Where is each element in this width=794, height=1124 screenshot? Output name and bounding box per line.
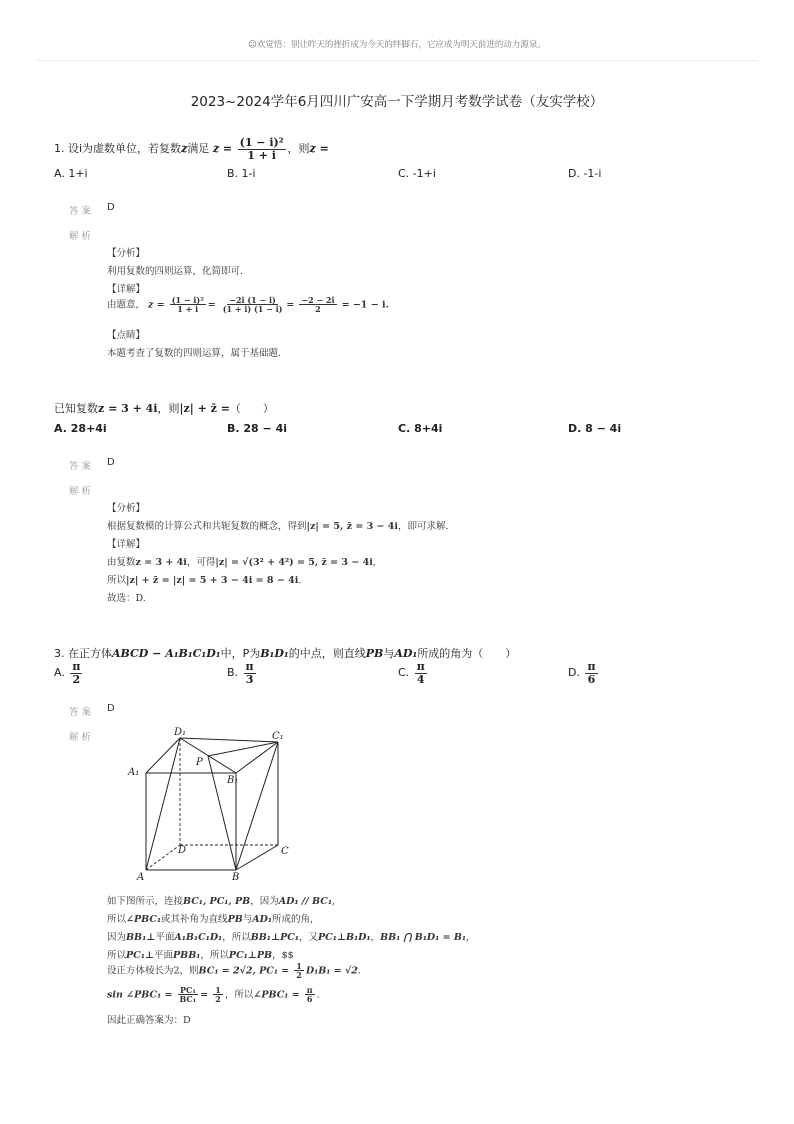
q3-analysis-label: 解析 (69, 732, 95, 743)
q2-detail-line-3: 故选：D. (107, 593, 146, 604)
q2-detail-line-1: 由复数z = 3 + 4i，可得|z| = √(3² + 4²) = 5, z̄ = 3 − 4i, (107, 557, 376, 568)
q2-analysis-label: 解析 (69, 486, 95, 497)
q1-detail-frac-1: $\frac{\text{(1 − i)²}}{1 + i}$ (171, 295, 204, 315)
q2-answer-label: 答案 (69, 461, 95, 472)
cube-figure (120, 725, 300, 885)
label-b1: B₁ (227, 775, 239, 786)
q3-option-b[interactable]: B. $\frac{\pi}{3}$ (227, 660, 254, 686)
q1-tag-analysis: 【分析】 (107, 248, 146, 259)
q3-detail-line-6: sin ∠PBC₁ = $\frac{\text{PC₁}}{\text{BC₁}}$ = $\frac{1}{2}$ ，所以∠PBC₁ = $\frac{\pi}{6}$ . (107, 985, 320, 1005)
label-a1: A₁ (128, 767, 140, 778)
q1-tag-detail: 【详解】 (107, 284, 146, 295)
q3-detail-line-3: 因为BB₁⊥平面A₁B₁C₁D₁，所以BB₁⊥PC₁，又PC₁⊥B₁D₁，BB₁ ⋂ B₁D₁ = B₁, (107, 932, 470, 943)
q1-detail-frac-3: $\frac{-2 - 2i}{2}$ (301, 295, 335, 315)
header-divider (36, 60, 758, 61)
q2-answer: D (107, 457, 115, 468)
q1-option-a[interactable]: A. 1+i (54, 167, 88, 180)
q3-sin-value-frac: $\frac{1}{2}$ (215, 985, 221, 1005)
q2-detail-line-2: 所以|z| + z̄ = |z| = 5 + 3 − 4i = 8 − 4i. (107, 575, 302, 586)
q1-stem: 1. 设i为虚数单位，若复数z满足 z = $\frac{\text{(1 − i)²}}{1 + i}$ ，则z = (54, 136, 329, 162)
q3-detail-line-5: 设正方体棱长为2，则BC₁ = 2√2, PC₁ = $\frac{1}{2}$ D₁B₁ = √2. (107, 961, 361, 981)
q1-analysis-text: 利用复数的四则运算，化简即可. (107, 266, 244, 277)
q1-answer: D (107, 202, 115, 213)
q2-analysis-text: 根据复数模的计算公式和共轭复数的概念，得到|z| = 5, z̄ = 3 − 4i，即可求解. (107, 521, 449, 532)
q2-option-c[interactable]: C. 8+4i (398, 422, 443, 435)
q3-option-d[interactable]: D. $\frac{\pi}{6}$ (568, 660, 596, 686)
label-c1: C₁ (272, 731, 284, 742)
q3-angle-frac: $\frac{\pi}{6}$ (306, 985, 313, 1005)
q3-sin-frac: $\frac{\text{PC₁}}{\text{BC₁}}$ (179, 985, 197, 1005)
q1-detail-line: 由题意， z = $\frac{\text{(1 − i)²}}{1 + i}$ = $\frac{-2i (1 - i)}{(1 + i) (1 - i)}$ = $\frac{-2 - 2i}{2}$ = −1 − i. (107, 295, 389, 315)
motto-banner: ☺欢觉悟：别让昨天的挫折成为今天的绊脚石，它应成为明天前进的动力源泉。 (248, 40, 546, 50)
q1-option-b[interactable]: B. 1-i (227, 167, 256, 180)
label-b: B (232, 872, 240, 883)
q1-option-d[interactable]: D. -1-i (568, 167, 602, 180)
q1-answer-label: 答案 (69, 206, 95, 217)
q3-option-d-frac: $\frac{\pi}{6}$ (587, 660, 596, 686)
q1-tag-comment: 【点睛】 (107, 330, 146, 341)
q2-tag-analysis: 【分析】 (107, 503, 146, 514)
segment-c1-b (236, 742, 278, 870)
q3-detail-line-2: 所以∠PBC₁或其补角为直线PB与AD₁所成的角， (107, 914, 320, 925)
q3-option-c-frac: $\frac{\pi}{4}$ (416, 660, 425, 686)
q2-stem: 已知复数z = 3 + 4i，则|z| + z̄ =（ ） (54, 402, 274, 415)
q2-tag-detail: 【详解】 (107, 539, 146, 550)
q3-option-b-frac: $\frac{\pi}{3}$ (245, 660, 254, 686)
q3-answer-label: 答案 (69, 707, 95, 718)
edge-d1-c1 (180, 738, 278, 742)
segment-p-c1 (208, 742, 278, 756)
q3-stem: 3. 在正方体ABCD − A₁B₁C₁D₁中，P为B₁D₁的中点，则直线PB与AD₁所成的角为（ ） (54, 647, 517, 660)
segment-d1-a (146, 738, 180, 870)
label-d1: D₁ (174, 727, 187, 738)
q3-option-c[interactable]: C. $\frac{\pi}{4}$ (398, 660, 425, 686)
q3-option-a-frac: $\frac{\pi}{2}$ (72, 660, 81, 686)
edge-a1-d1 (146, 738, 180, 773)
q3-option-a[interactable]: A. $\frac{\pi}{2}$ (54, 660, 81, 686)
label-d: D (178, 845, 187, 856)
edge-b-c (236, 845, 278, 870)
page-title: 2023~2024学年6月四川广安高一下学期月考数学试卷（友实学校） (190, 94, 604, 110)
q3-detail-line-1: 如下图所示，连接BC₁, PC₁, PB，因为AD₁ // BC₁, (107, 896, 336, 907)
q1-comment-text: 本题考查了复数的四则运算，属于基础题. (107, 348, 282, 359)
q2-option-d[interactable]: D. 8 − 4i (568, 422, 622, 435)
q2-option-a[interactable]: A. 28+4i (54, 422, 107, 435)
q3-detail-line-4: 所以PC₁⊥平面PBB₁，所以PC₁⊥PB，$$ (107, 950, 294, 961)
label-a: A (137, 872, 145, 883)
q2-option-b[interactable]: B. 28 − 4i (227, 422, 288, 435)
q3-answer: D (107, 703, 115, 714)
q1-fraction: $\frac{\text{(1 − i)²}}{1 + i}$ (239, 136, 284, 162)
label-c: C (281, 846, 289, 857)
q1-detail-frac-2: $\frac{-2i (1 - i)}{(1 + i) (1 - i)}$ (222, 295, 283, 315)
q1-option-c[interactable]: C. -1+i (398, 167, 436, 180)
label-p: P (196, 757, 203, 768)
q1-analysis-label: 解析 (69, 231, 95, 242)
q3-conclusion: 因此正确答案为：D (107, 1015, 191, 1026)
q3-half-frac: $\frac{1}{2}$ (296, 961, 302, 981)
